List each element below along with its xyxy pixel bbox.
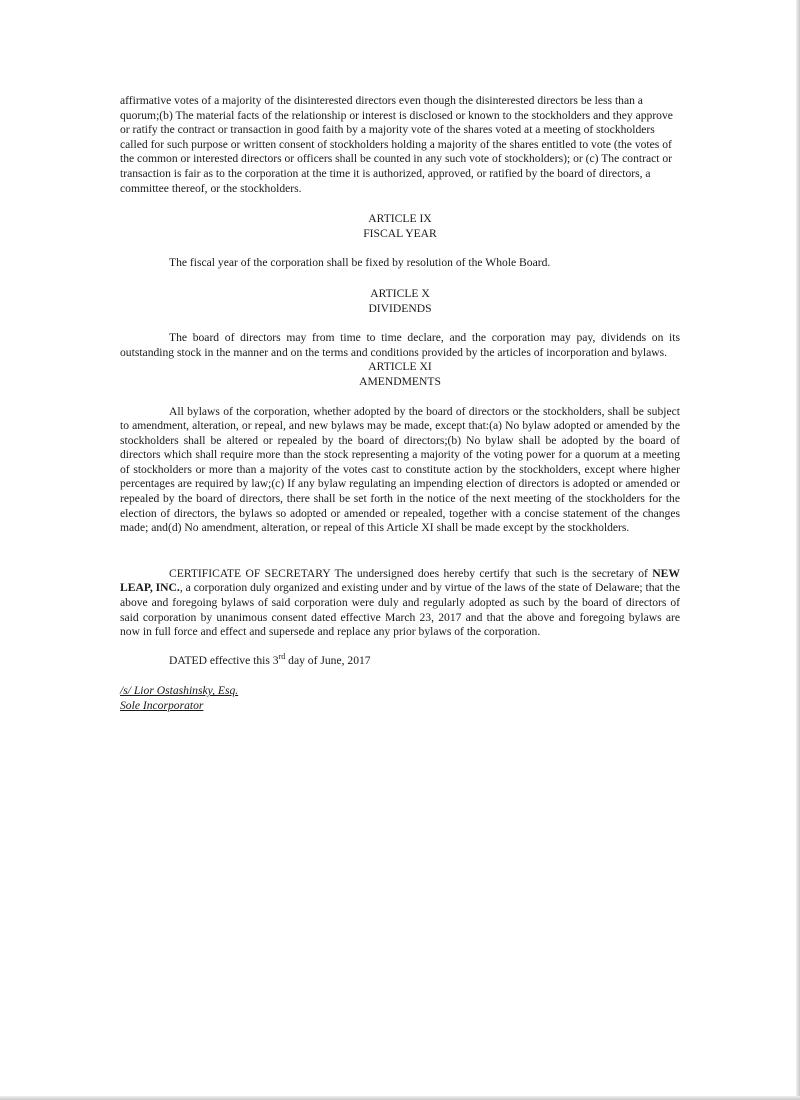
company-name: NEW LEAP, INC.	[120, 566, 680, 595]
article-xi-heading	[120, 360, 680, 389]
article-ix-title: FISCAL YEAR	[363, 226, 437, 240]
certificate-text-before: CERTIFICATE OF SECRETARY The undersigned does hereby certify that such is the secretary of	[169, 566, 653, 580]
page-edge-bottom	[0, 1096, 800, 1100]
article-x-title: DIVIDENDS	[368, 301, 432, 315]
signature-block	[120, 684, 680, 713]
article-ix-number: ARTICLE IX	[368, 212, 432, 226]
signature-name: /s/ Lior Ostashinsky, Esq.	[120, 684, 239, 698]
article-xi-title: AMENDMENTS	[359, 374, 441, 388]
page-edge-right	[796, 0, 800, 1100]
article-ix-text: The fiscal year of the corporation shall be fixed by resolution of the Whole Board.	[169, 256, 551, 270]
certificate-text-after: , a corporation duly organized and existing under and by virtue of the laws of the state of Delaware; that the above and foregoing bylaws of said corporation were duly and regularly adopted as such by the board of directors of said corporation by unanimous consent dated effective March 23, 2017 and that the above and foregoing bylaws are now in full force and effect and supersede and replace any prior bylaws of the corporation.	[120, 581, 680, 639]
signature-role: Sole Incorporator	[120, 699, 204, 712]
article-ix-heading	[120, 212, 680, 241]
article-x-heading	[120, 287, 680, 316]
article-xi-text: All bylaws of the corporation, whether adopted by the board of directors or the stockholders, shall be subject to amendment, alteration, or repeal, and new bylaws may be made, except that:(a) No bylaw adopted or amended by the stockholders shall be altered or repealed by the board of directors;(b) No bylaw shall be adopted by the board of directors which shall require more than the stock representing a majority of the voting power for a quorum at a meeting of stockholders or more than a majority of the votes cast to constitute action by the stockholders, except where higher percentages are required by law;(c) If any bylaw regulating an impending election of directors is adopted or amended or repealed by the board of directors, there shall be set forth in the notice of the next meeting of the stockholders for the election of directors, the bylaws so adopted or amended or repealed, together with a concise statement of the changes made; and(d) No amendment, alteration, or repeal of this Article XI shall be made except by the stockholders.	[120, 404, 680, 535]
certificate-paragraph	[120, 567, 680, 640]
dated-suffix: day of June, 2017	[285, 653, 371, 667]
article-xi-number: ARTICLE XI	[368, 360, 432, 374]
dated-ordinal-suffix: rd	[278, 651, 286, 661]
dated-prefix: DATED effective this 3	[169, 653, 279, 667]
intro-paragraph: affirmative votes of a majority of the disinterested directors even though the disinterested directors be less than a quorum;(b) The material facts of the relationship or interest is disclosed or known to the stockholders and they approve or ratify the contract or transaction in good faith by a majority vote of the shares voted at a meeting of stockholders called for such purpose or written consent of stockholders holding a majority of the shares entitled to vote (the votes of the common or interested directors or officers shall be counted in any such vote of stockholders); or (c) The contract or transaction is fair as to the corporation at the time it is authorized, approved, or ratified by the board of directors, a committee thereof, or the stockholders.	[120, 94, 673, 195]
document-page	[120, 94, 680, 714]
article-x-text: The board of directors may from time to time declare, and the corporation may pay, dividends on its outstanding stock in the manner and on the terms and conditions provided by the articles of incorporation and bylaws.	[120, 331, 680, 359]
article-x-number: ARTICLE X	[370, 286, 430, 300]
dated-line	[120, 651, 680, 669]
